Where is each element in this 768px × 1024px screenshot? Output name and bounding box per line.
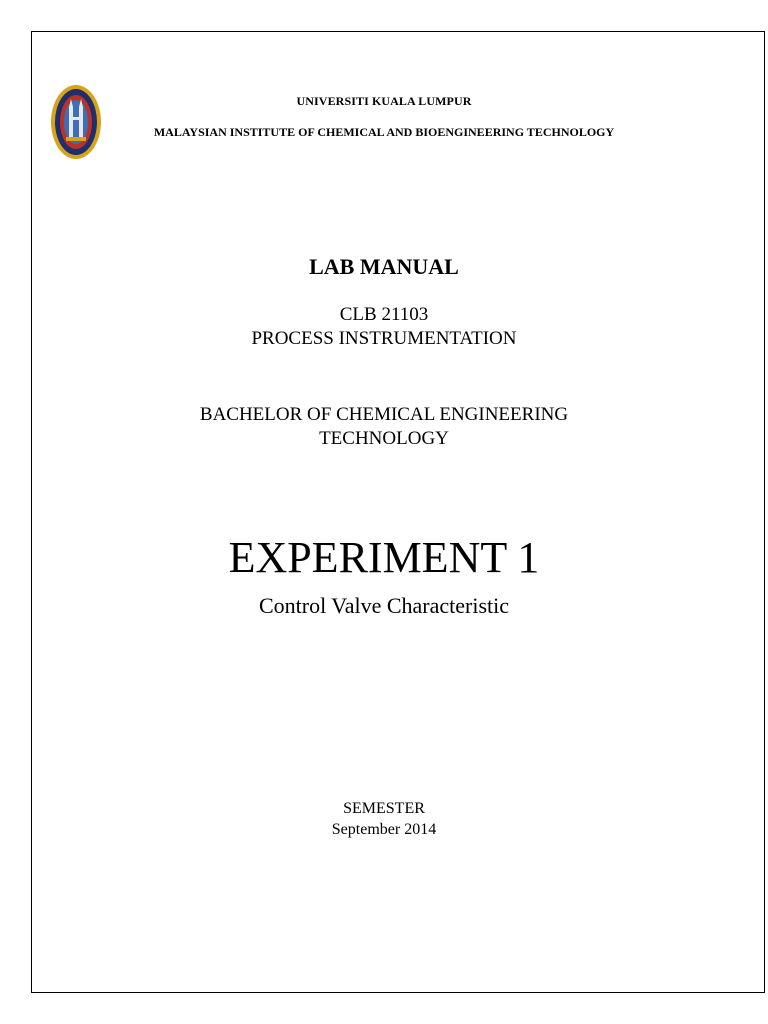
document-type-heading: LAB MANUAL — [309, 254, 459, 279]
university-name: UNIVERSITI KUALA LUMPUR — [296, 94, 472, 108]
course-name: PROCESS INSTRUMENTATION — [251, 328, 517, 349]
experiment-subtitle: Control Valve Characteristic — [258, 593, 510, 618]
institute-name: MALAYSIAN INSTITUTE OF CHEMICAL AND BIOENGINEERING TECHNOLOGY — [153, 125, 615, 139]
programme-name-line-1: BACHELOR OF CHEMICAL ENGINEERING — [199, 404, 569, 425]
experiment-title: EXPERIMENT 1 — [228, 533, 540, 582]
page-border — [31, 31, 765, 993]
course-code: CLB 21103 — [339, 304, 429, 325]
semester-date: September 2014 — [331, 821, 437, 838]
programme-name-line-2: TECHNOLOGY — [319, 428, 449, 449]
semester-label: SEMESTER — [343, 800, 425, 817]
